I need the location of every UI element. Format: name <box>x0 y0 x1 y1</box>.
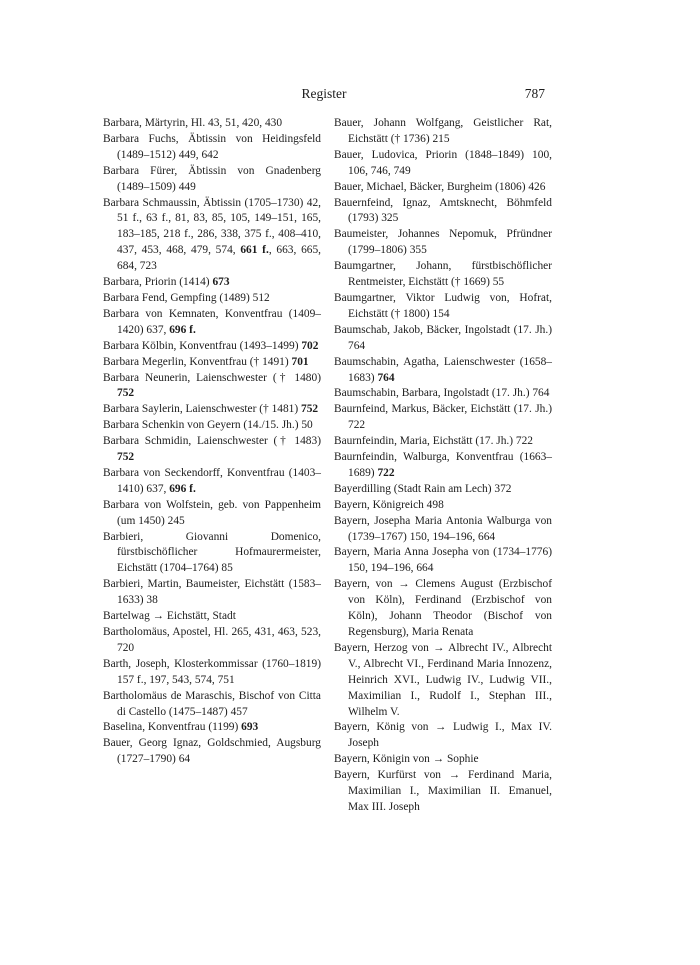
page-ref-bold: 722 <box>377 466 395 479</box>
entry-text: Barbara Fend, Gempfing (1489) 512 <box>103 291 270 304</box>
entry-text: Barbara Megerlin, Konventfrau († 1491) <box>103 355 292 368</box>
entry-text: Barbieri, Giovanni Domenico, fürstbischöflicher Hofmaurermeister, Eichstätt (1704–1764) 85 <box>103 530 321 575</box>
entry-text: Bartholomäus, Apostel, Hl. 265, 431, 463, 523, 720 <box>103 626 321 654</box>
page-ref-bold: 764 <box>377 371 395 384</box>
index-entry <box>103 657 321 689</box>
index-entry <box>103 355 321 371</box>
index-entry <box>103 291 321 307</box>
entry-text: Baumeister, Johannes Nepomuk, Pfründner (1799–1806) 355 <box>334 228 552 257</box>
index-entry <box>103 132 321 164</box>
entry-text: Barbara Kölbin, Konventfrau (1493–1499) <box>103 339 302 352</box>
index-column-left <box>103 116 321 768</box>
entry-text: Baumgartner, Johann, fürstbischöflicher Rentmeister, Eichstätt († 1669) 55 <box>334 260 552 289</box>
entry-text: Barbara Schenkin von Geyern (14./15. Jh.) 50 <box>103 419 313 432</box>
index-entry <box>334 514 552 546</box>
entry-text: Baurnfeindin, Walburga, Konventfrau (1663–1689) <box>334 451 552 479</box>
entry-text: Bartholomäus de Maraschis, Bischof von Citta di Castello (1475–1487) 457 <box>103 689 321 718</box>
entry-text: Barbara, Priorin (1414) <box>103 276 213 289</box>
entry-text: Barbara Schmaussin, Äbtissin (1705–1730) 42, 51 f., 63 f., 81, 83, 85, 105, 149–151, 165, 183–185, 218 f., 286, 338, 375 f., 408–410, 437, 453, 468, 479, 574, <box>103 196 321 257</box>
entry-text: Bayern, König von → Ludwig I., Max IV. Joseph <box>334 721 552 750</box>
index-entry <box>334 355 552 387</box>
index-entry <box>334 768 552 816</box>
index-entry <box>334 227 552 259</box>
entry-text: Baumgartner, Viktor Ludwig von, Hofrat, Eichstätt († 1800) 154 <box>334 291 552 320</box>
index-entry <box>334 291 552 323</box>
index-column-right <box>334 116 552 816</box>
index-entry <box>334 577 552 641</box>
entry-text: Bauer, Ludovica, Priorin (1848–1849) 100, 106, 746, 749 <box>334 148 552 177</box>
index-entry <box>334 720 552 752</box>
index-entry <box>334 434 552 450</box>
index-entry <box>334 323 552 355</box>
entry-text: Bayern, Kurfürst von → Ferdinand Maria, Maximilian I., Maximilian II. Emanuel, Max III. Joseph <box>334 769 552 813</box>
index-entry <box>334 482 552 498</box>
entry-text: Bayern, Herzog von → Albrecht IV., Albrecht V., Albrecht VI., Ferdinand Maria Innozenz, Heinrich XVI., Ludwig IV., Ludwig VII., Maximilian I., Rudolf I., Stephan III., Wilhelm V. <box>334 641 552 718</box>
entry-text: Barbieri, Martin, Baumeister, Eichstätt (1583–1633) 38 <box>103 578 321 607</box>
page-ref-bold: 752 <box>117 387 135 400</box>
entry-text: Baumschabin, Agatha, Laienschwester (1658–1683) <box>334 355 552 384</box>
entry-text: Barbara von Wolfstein, geb. von Pappenheim (um 1450) 245 <box>103 498 321 527</box>
entry-text: Bayern, Königin von → Sophie <box>334 753 479 766</box>
page-ref-bold: 673 <box>212 276 230 289</box>
index-entry <box>103 625 321 657</box>
entry-text: Baurnfeindin, Maria, Eichstätt (17. Jh.) 722 <box>334 435 533 448</box>
entry-text: Baselina, Konventfrau (1199) <box>103 721 242 734</box>
page-ref-bold: 693 <box>241 721 259 734</box>
index-entry <box>103 434 321 466</box>
entry-text: Bauer, Georg Ignaz, Goldschmied, Augsburg (1727–1790) 64 <box>103 737 321 766</box>
index-entry <box>334 259 552 291</box>
index-entry <box>103 275 321 291</box>
entry-text: Barbara Neunerin, Laienschwester († 1480) <box>103 371 321 384</box>
index-entry <box>103 116 321 132</box>
index-entry <box>334 450 552 482</box>
index-entry <box>103 720 321 736</box>
index-entry <box>334 180 552 196</box>
index-entry <box>103 339 321 355</box>
entry-text: Bauer, Michael, Bäcker, Burgheim (1806) 426 <box>334 180 546 193</box>
index-entry <box>103 164 321 196</box>
entry-text: Barth, Joseph, Klosterkommissar (1760–1819) 157 f., 197, 543, 574, 751 <box>103 657 321 686</box>
index-entry <box>334 196 552 228</box>
entry-text: Bayern, Maria Anna Josepha von (1734–1776) 150, 194–196, 664 <box>334 546 552 575</box>
entry-text: Barbara von Seckendorff, Konventfrau (1403–1410) 637, <box>103 466 321 495</box>
entry-text: Bartelwag → Eichstätt, Stadt <box>103 610 236 623</box>
entry-text: Bauernfeind, Ignaz, Amtsknecht, Böhmfeld (1793) 325 <box>334 196 552 225</box>
index-entry <box>334 641 552 721</box>
entry-text: Bayern, von → Clemens August (Erzbischof von Köln), Ferdinand (Erzbischof von Köln), Johann Theodor (Bischof von Regensburg), Maria Renata <box>334 578 552 638</box>
entry-text: Baumschab, Jakob, Bäcker, Ingolstadt (17. Jh.) 764 <box>334 323 552 352</box>
page-ref-bold: 702 <box>301 339 319 352</box>
index-entry <box>103 418 321 434</box>
entry-text: Barbara Fürer, Äbtissin von Gnadenberg (1489–1509) 449 <box>103 164 321 193</box>
index-entry <box>103 466 321 498</box>
entry-text: Baurnfeind, Markus, Bäcker, Eichstätt (17. Jh.) 722 <box>334 403 552 432</box>
page-ref-bold: 696 f. <box>169 323 196 336</box>
page-ref-bold: 696 f. <box>169 482 196 495</box>
index-entry <box>103 689 321 721</box>
index-entry <box>103 371 321 403</box>
index-entry <box>334 498 552 514</box>
page-ref-bold: 752 <box>117 451 135 464</box>
page-number: 787 <box>524 86 545 101</box>
index-entry <box>103 307 321 339</box>
page-ref-bold: 752 <box>301 403 319 416</box>
entry-text: Barbara Schmidin, Laienschwester († 1483) <box>103 435 321 448</box>
index-entry <box>103 530 321 578</box>
entry-text: Bauer, Johann Wolfgang, Geistlicher Rat, Eichstätt († 1736) 215 <box>334 117 552 145</box>
entry-text: Bayern, Königreich 498 <box>334 498 444 511</box>
index-entry <box>334 116 552 148</box>
index-entry <box>103 577 321 609</box>
page-ref-bold: 661 f. <box>240 244 269 257</box>
entry-text: Barbara Saylerin, Laienschwester († 1481) <box>103 403 301 416</box>
page-ref-bold: 701 <box>291 355 309 368</box>
index-entry <box>103 498 321 530</box>
entry-text: Barbara von Kemnaten, Konventfrau (1409–1420) 637, <box>103 307 321 336</box>
entry-text: Barbara, Märtyrin, Hl. 43, 51, 420, 430 <box>103 117 283 129</box>
index-entry <box>334 386 552 402</box>
index-entry <box>334 545 552 577</box>
entry-text: , 663, 665, 684, 723 <box>117 244 321 273</box>
entry-text: Barbara Fuchs, Äbtissin von Heidingsfeld (1489–1512) 449, 642 <box>103 132 321 161</box>
entry-text: Baumschabin, Barbara, Ingolstadt (17. Jh.) 764 <box>334 387 550 400</box>
index-entry <box>103 402 321 418</box>
running-title: Register <box>301 86 347 101</box>
index-entry <box>103 609 321 625</box>
index-entry <box>334 148 552 180</box>
index-entry <box>334 402 552 434</box>
entry-text: Bayern, Josepha Maria Antonia Walburga von (1739–1767) 150, 194–196, 664 <box>334 514 552 543</box>
entry-text: Bayerdilling (Stadt Rain am Lech) 372 <box>334 482 512 495</box>
index-entry <box>334 752 552 768</box>
index-entry <box>103 736 321 768</box>
index-entry <box>103 196 321 276</box>
